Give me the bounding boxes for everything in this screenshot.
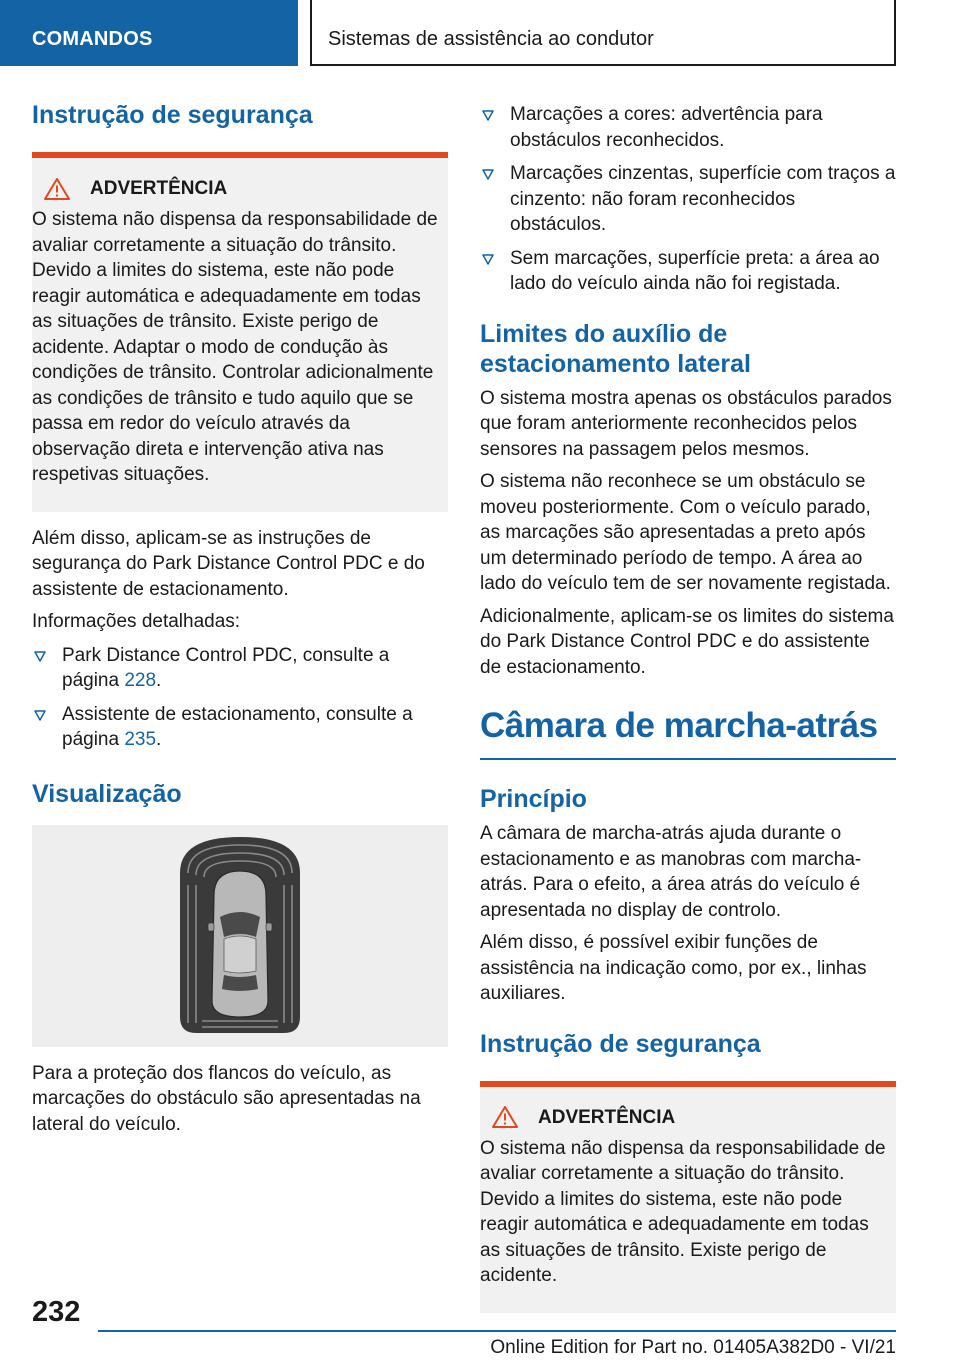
paragraph-limits-3: Adicionalmente, aplicam-se os limites do sistema do Park Distance Control PDC e do assistente de estacionamento. <box>480 605 894 678</box>
page-number: 232 <box>32 1296 81 1328</box>
side-view-illustration <box>32 825 448 1047</box>
list-item: Assistente de estacionamento, consulte a página 235. <box>32 702 448 753</box>
header-bar <box>0 0 960 66</box>
list-item <box>480 246 896 297</box>
heading-limits: Limites do auxílio de estacionamento lateral <box>480 319 751 378</box>
left-column <box>32 100 448 1137</box>
paragraph-principle-2: Além disso, é possível exibir funções de assistência na indicação como, por ex., linhas auxiliares. <box>480 932 867 1004</box>
heading-safety-instruction: Instrução de segurança <box>32 101 313 129</box>
warning-box <box>32 152 448 512</box>
list-item <box>480 102 896 153</box>
list-item-text: Park Distance Control PDC, consulte a página <box>62 644 390 691</box>
paragraph-principle-1: A câmara de marcha-atrás ajuda durante o estacionamento e as manobras com marcha-atrás. Para o efeito, a área atrás do veículo é apresentada no display de controlo. <box>480 823 862 921</box>
triangle-bullet-icon <box>34 710 46 721</box>
triangle-bullet-icon <box>34 651 46 662</box>
paragraph-limits-1: O sistema mostra apenas os obstáculos parados que foram anteriormente reconhecidos pelos sensores na passagem pelos mesmos. <box>480 387 892 460</box>
paragraph-limits-2: O sistema não reconhece se um obstáculo se moveu posteriormente. Com o veículo parado, as marcações são apresentadas a preto após um determinado período de tempo. A área ao lado do veículo tem de ser novamente registada. <box>480 471 891 594</box>
right-column <box>480 100 896 1313</box>
heading-principle: Princípio <box>480 785 587 813</box>
triangle-bullet-icon <box>482 110 494 121</box>
warning-text: O sistema não dispensa da responsabilidade de avaliar corretamente a situação do trânsito. Devido a limites do sistema, este não pode reagir automática e adequadamente em todas as situações de trânsito. Existe perigo de acidente. <box>480 1137 886 1286</box>
heading-underline <box>480 758 896 760</box>
marking-legend-list <box>480 102 896 297</box>
warning-header <box>480 1105 890 1130</box>
paragraph-visualization-caption: Para a proteção dos flancos do veículo, as marcações do obstáculo são apresentadas na lateral do veículo. <box>32 1062 421 1135</box>
triangle-bullet-icon <box>482 169 494 180</box>
reference-list <box>32 643 448 753</box>
page-link[interactable]: 235 <box>124 729 157 750</box>
list-item-text: Sem marcações, superfície preta: a área ao lado do veículo ainda não foi registada. <box>510 247 880 294</box>
list-item-text: Assistente de estacionamento, consulte a página <box>62 703 413 750</box>
warning-text: O sistema não dispensa da responsabilidade de avaliar corretamente a situação do trânsito. Devido a limites do sistema, este não pode reagir automática e adequadamente em todas as situações de trânsito. Existe perigo de acidente. Adaptar o modo de condução às condições de trânsito. Controlar adicionalmente as condições de trânsito e tudo aquilo que se passa em redor do veículo através da observação direta e intervenção ativa nas respetivas situações. <box>32 209 438 485</box>
heading-rear-camera: Câmara de marcha-atrás <box>480 706 878 745</box>
triangle-bullet-icon <box>482 254 494 265</box>
chapter-tab[interactable]: COMANDOS <box>0 0 298 66</box>
page-link[interactable]: 228 <box>124 670 157 691</box>
heading-visualization: Visualização <box>32 779 182 808</box>
warning-header <box>32 176 442 201</box>
footer-divider <box>98 1330 896 1332</box>
list-item <box>480 161 896 238</box>
heading-safety-instruction-2: Instrução de segurança <box>480 1029 761 1058</box>
paragraph-details-label: Informações detalhadas: <box>32 611 241 632</box>
list-item: Park Distance Control PDC, consulte a página 228. <box>32 643 448 694</box>
warning-triangle-icon <box>492 1106 518 1128</box>
edition-note: Online Edition for Part no. 01405A382D0 - VI/21 <box>490 1337 896 1358</box>
warning-title: ADVERTÊNCIA <box>90 178 228 199</box>
paragraph-additional-instructions: Além disso, aplicam-se as instruções de segurança do Park Distance Control PDC e do assistente de estacionamento. <box>32 527 425 600</box>
car-top-view-icon <box>32 825 448 1047</box>
warning-box-2 <box>480 1081 896 1313</box>
list-item-text: Marcações cinzentas, superfície com traços a cinzento: não foram reconhecidos obstáculos. <box>510 163 896 235</box>
section-title: Sistemas de assistência ao condutor <box>310 0 896 66</box>
warning-triangle-icon <box>44 178 70 200</box>
warning-title: ADVERTÊNCIA <box>538 1106 676 1128</box>
list-item-text: Marcações a cores: advertência para obstáculos reconhecidos. <box>510 104 823 151</box>
